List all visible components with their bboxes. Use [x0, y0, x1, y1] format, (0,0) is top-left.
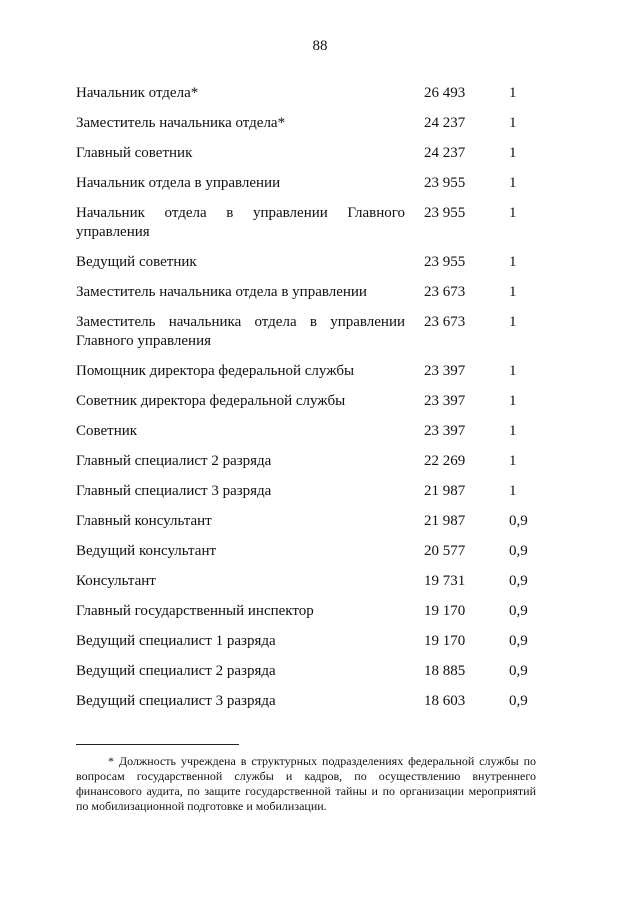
position-title: Начальник отдела в управлении Главного управления	[76, 205, 405, 240]
table-row	[76, 84, 556, 103]
table-row	[76, 362, 556, 381]
position-title: Главный специалист 3 разряда	[76, 483, 272, 499]
table-row	[76, 512, 556, 531]
salary-value: 20 577	[424, 543, 466, 559]
table-row	[76, 602, 556, 621]
position-title: Консультант	[76, 573, 156, 589]
position-title: Главный консультант	[76, 513, 212, 529]
table-row	[76, 662, 556, 681]
coefficient-value: 1	[509, 115, 517, 131]
coefficient-value: 0,9	[509, 543, 528, 559]
salary-value: 24 237	[424, 115, 466, 131]
coefficient-value: 1	[509, 254, 517, 270]
position-table	[76, 84, 556, 722]
coefficient-value: 1	[509, 393, 517, 409]
table-row	[76, 632, 556, 651]
position-title: Заместитель начальника отдела в управлении	[76, 284, 367, 300]
coefficient-value: 0,9	[509, 573, 528, 589]
position-title: Главный государственный инспектор	[76, 603, 314, 619]
table-row	[76, 542, 556, 561]
position-title: Заместитель начальника отдела*	[76, 115, 286, 131]
table-row	[76, 174, 556, 193]
coefficient-value: 1	[509, 363, 517, 379]
salary-value: 23 397	[424, 423, 466, 439]
salary-value: 19 731	[424, 573, 466, 589]
table-row	[76, 204, 556, 242]
salary-value: 19 170	[424, 603, 466, 619]
table-row	[76, 422, 556, 441]
position-title: Ведущий консультант	[76, 543, 217, 559]
salary-value: 23 397	[424, 393, 466, 409]
footnote-divider	[76, 744, 239, 745]
position-title: Заместитель начальника отдела в управлении Главного управления	[76, 314, 405, 349]
position-title: Советник	[76, 423, 138, 439]
position-title: Ведущий советник	[76, 254, 197, 270]
coefficient-value: 1	[509, 453, 517, 469]
coefficient-value: 1	[509, 284, 517, 300]
salary-value: 22 269	[424, 453, 466, 469]
salary-value: 26 493	[424, 85, 466, 101]
table-row	[76, 283, 556, 302]
salary-value: 23 673	[424, 314, 466, 330]
coefficient-value: 1	[509, 85, 517, 101]
coefficient-value: 1	[509, 423, 517, 439]
coefficient-value: 0,9	[509, 693, 528, 709]
salary-value: 23 955	[424, 205, 466, 221]
table-row	[76, 114, 556, 133]
coefficient-value: 0,9	[509, 513, 528, 529]
table-row	[76, 253, 556, 272]
table-row	[76, 144, 556, 163]
coefficient-value: 0,9	[509, 633, 528, 649]
salary-value: 23 955	[424, 175, 466, 191]
table-row	[76, 692, 556, 711]
position-title: Ведущий специалист 2 разряда	[76, 663, 276, 679]
salary-value: 23 955	[424, 254, 466, 270]
table-row	[76, 482, 556, 501]
coefficient-value: 0,9	[509, 663, 528, 679]
coefficient-value: 1	[509, 483, 517, 499]
table-row	[76, 392, 556, 411]
position-title: Советник директора федеральной службы	[76, 393, 346, 409]
salary-value: 18 885	[424, 663, 466, 679]
salary-value: 21 987	[424, 513, 466, 529]
coefficient-value: 1	[509, 205, 517, 221]
page-number: 88	[312, 38, 328, 54]
salary-value: 18 603	[424, 693, 466, 709]
salary-value: 23 673	[424, 284, 466, 300]
position-title: Помощник директора федеральной службы	[76, 363, 355, 379]
table-row	[76, 572, 556, 591]
position-title: Ведущий специалист 1 разряда	[76, 633, 276, 649]
position-title: Главный специалист 2 разряда	[76, 453, 272, 469]
salary-value: 21 987	[424, 483, 466, 499]
salary-value: 23 397	[424, 363, 466, 379]
coefficient-value: 1	[509, 145, 517, 161]
position-title: Начальник отдела в управлении	[76, 175, 281, 191]
coefficient-value: 1	[509, 175, 517, 191]
position-title: Главный советник	[76, 145, 193, 161]
salary-value: 24 237	[424, 145, 466, 161]
footnote-text: * Должность учреждена в структурных подразделениях федеральной службы по вопросам государственной службы и кадров, по осуществлению внутреннего финансового аудита, по защите государственной тайны и по организации мероприятий по мобилизационной подготовке и мобилизации.	[76, 754, 536, 813]
coefficient-value: 0,9	[509, 603, 528, 619]
table-row	[76, 452, 556, 471]
position-title: Начальник отдела*	[76, 85, 199, 101]
table-row	[76, 313, 556, 351]
position-title: Ведущий специалист 3 разряда	[76, 693, 276, 709]
coefficient-value: 1	[509, 314, 517, 330]
salary-value: 19 170	[424, 633, 466, 649]
